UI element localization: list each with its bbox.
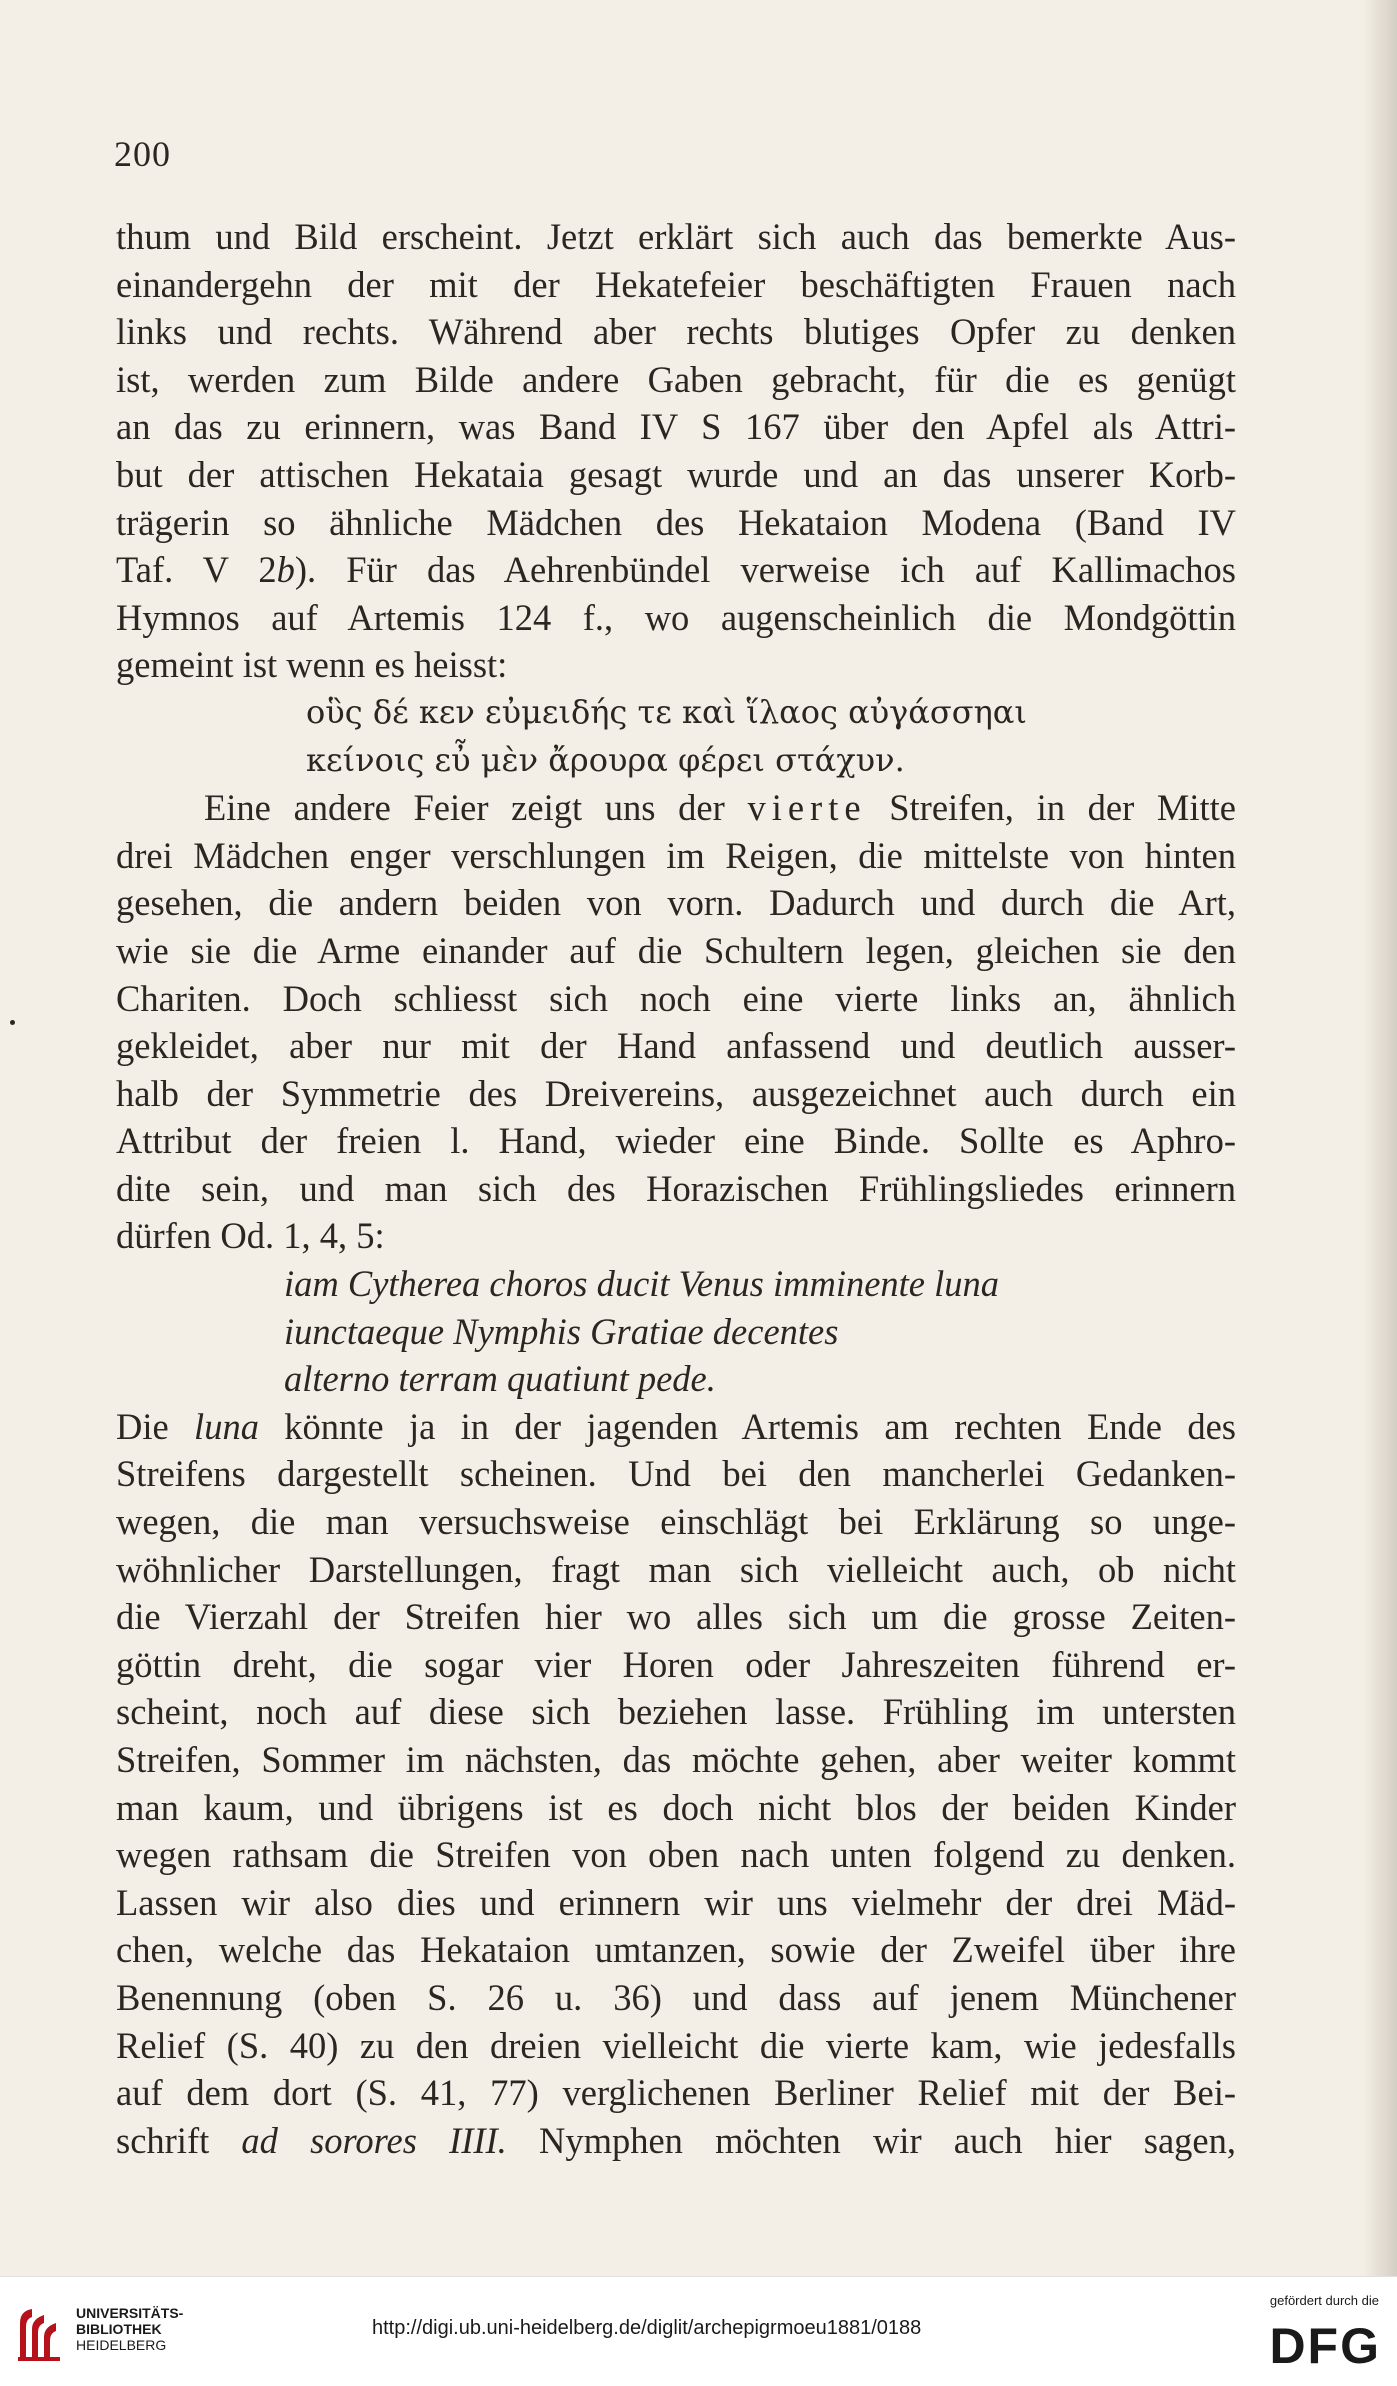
text-line: but der attischen Hekataia gesagt wurde und an das unserer Korb- <box>116 453 1236 495</box>
paragraph-start-line <box>116 784 1236 832</box>
body-text <box>116 213 1236 2164</box>
text-line: wegen rathsam die Streifen von oben nach unten folgend zu denken. <box>116 1834 1236 1876</box>
text-span: ). Für das Aehrenbündel verweise ich auf Kallimachos <box>294 549 1236 591</box>
text-line: gemeint ist wenn es heisst: <box>116 644 508 686</box>
text-span: Taf. V 2 <box>116 549 277 591</box>
italic-span: b <box>276 549 295 591</box>
text-line: an das zu erinnern, was Band IV S 167 über den Apfel als Attri- <box>116 406 1236 448</box>
text-span: Streifen, in der Mitte <box>889 787 1236 829</box>
university-name[interactable] <box>76 2305 183 2353</box>
text-line: auf dem dort (S. 41, 77) verglichenen Berliner Relief mit der Bei- <box>116 2072 1236 2114</box>
text-line: Lassen wir also dies und erinnern wir uns vielmehr der drei Mäd- <box>116 1881 1236 1923</box>
uni-name-line: BIBLIOTHEK <box>76 2321 162 2337</box>
text-line: göttin dreht, die sogar vier Horen oder Jahreszeiten führend er- <box>116 1643 1236 1685</box>
text-line <box>116 546 1236 594</box>
text-line: drei Mädchen enger verschlungen im Reigen, die mittelste von hinten <box>116 834 1236 876</box>
text-line: trägerin so ähnliche Mädchen des Hekataion Modena (Band IV <box>116 501 1236 543</box>
greek-quote-line: οὓς δέ κεν εὐμειδής τε καὶ ἵλαος αὐγάσσηαι <box>306 692 1027 731</box>
uni-name-line: HEIDELBERG <box>76 2337 167 2353</box>
text-line: die Vierzahl der Streifen hier wo alles sich um die grosse Zeiten- <box>116 1596 1236 1638</box>
margin-mark <box>10 1020 15 1025</box>
italic-span: ad sorores IIII. <box>241 2119 507 2161</box>
dfg-caption: gefördert durch die <box>1269 2293 1379 2308</box>
page-edge-shadow <box>1363 0 1397 2276</box>
latin-quote-line: iam Cytherea choros ducit Venus imminente luna <box>284 1263 1000 1305</box>
latin-quote-line: alterno terram quatiunt pede. <box>284 1358 716 1400</box>
text-line: ist, werden zum Bilde andere Gaben gebracht, für die es genügt <box>116 358 1236 400</box>
text-line <box>116 1403 1236 1451</box>
text-line: links und rechts. Während aber rechts blutiges Opfer zu denken <box>116 311 1236 353</box>
text-span: schrift <box>116 2119 242 2161</box>
text-line: Attribut der freien l. Hand, wieder eine Binde. Sollte es Aphro- <box>116 1120 1236 1162</box>
text-line: Relief (S. 40) zu den dreien vielleicht die vierte kam, wie jedesfalls <box>116 2024 1236 2066</box>
text-line: Chariten. Doch schliesst sich noch eine vierte links an, ähnlich <box>116 977 1236 1019</box>
text-line: Streifen, Sommer im nächsten, das möchte gehen, aber weiter kommt <box>116 1739 1236 1780</box>
text-span: Eine andere Feier zeigt uns der <box>204 787 725 829</box>
text-line: Streifens dargestellt scheinen. Und bei den mancherlei Gedanken- <box>116 1453 1236 1495</box>
italic-span: luna <box>194 1405 259 1447</box>
page-number: 200 <box>114 134 171 174</box>
permalink-url[interactable]: http://digi.ub.uni-heidelberg.de/diglit/archepigrmoeu1881/0188 <box>372 2317 922 2339</box>
text-line: dite sein, und man sich des Horazischen Frühlingsliedes erinnern <box>116 1167 1236 1209</box>
greek-quote-line: κείνοις εὖ μὲν ἄρουρα φέρει στάχυν. <box>306 740 905 779</box>
text-span: Die <box>116 1405 195 1447</box>
text-line: man kaum, und übrigens ist es doch nicht blos der beiden Kinder <box>116 1786 1236 1828</box>
footer-bar <box>0 2276 1397 2386</box>
university-logo-icon[interactable] <box>14 2299 66 2363</box>
text-span: könnte ja in der jagenden Artemis am rechten Ende des <box>258 1405 1236 1447</box>
text-line: Benennung (oben S. 26 u. 36) und dass auf jenem Münchener <box>116 1976 1236 2018</box>
text-line: wegen, die man versuchsweise einschlägt bei Erklärung so unge- <box>116 1501 1236 1543</box>
text-line: Hymnos auf Artemis 124 f., wo augenscheinlich die Mondgöttin <box>116 596 1236 638</box>
text-line: gekleidet, aber nur mit der Hand anfassend und deutlich ausser- <box>116 1025 1236 1067</box>
spaced-emphasis: vierte <box>747 787 867 829</box>
text-line: gesehen, die andern beiden von vorn. Dadurch und durch die Art, <box>116 882 1236 924</box>
text-line: halb der Symmetrie des Dreivereins, ausgezeichnet auch durch ein <box>116 1072 1236 1114</box>
latin-quote-line: iunctaeque Nymphis Gratiae decentes <box>284 1310 839 1352</box>
text-line: einandergehn der mit der Hekatefeier beschäftigten Frauen nach <box>116 263 1236 305</box>
text-line: wöhnlicher Darstellungen, fragt man sich vielleicht auch, ob nicht <box>116 1548 1236 1590</box>
text-line: dürfen Od. 1, 4, 5: <box>116 1215 385 1257</box>
text-line <box>116 2117 1236 2165</box>
text-span: Nymphen möchten wir auch hier sagen, <box>506 2119 1236 2161</box>
text-line: scheint, noch auf diese sich beziehen lasse. Frühling im untersten <box>116 1691 1236 1733</box>
text-line: thum und Bild erscheint. Jetzt erklärt sich auch das bemerkte Aus- <box>116 216 1236 257</box>
text-line: wie sie die Arme einander auf die Schultern legen, gleichen sie den <box>116 929 1236 971</box>
text-line: chen, welche das Hekataion umtanzen, sowie der Zweifel über ihre <box>116 1929 1236 1971</box>
uni-name-line: UNIVERSITÄTS- <box>76 2305 184 2321</box>
dfg-logo[interactable]: DFG <box>1269 2318 1381 2374</box>
